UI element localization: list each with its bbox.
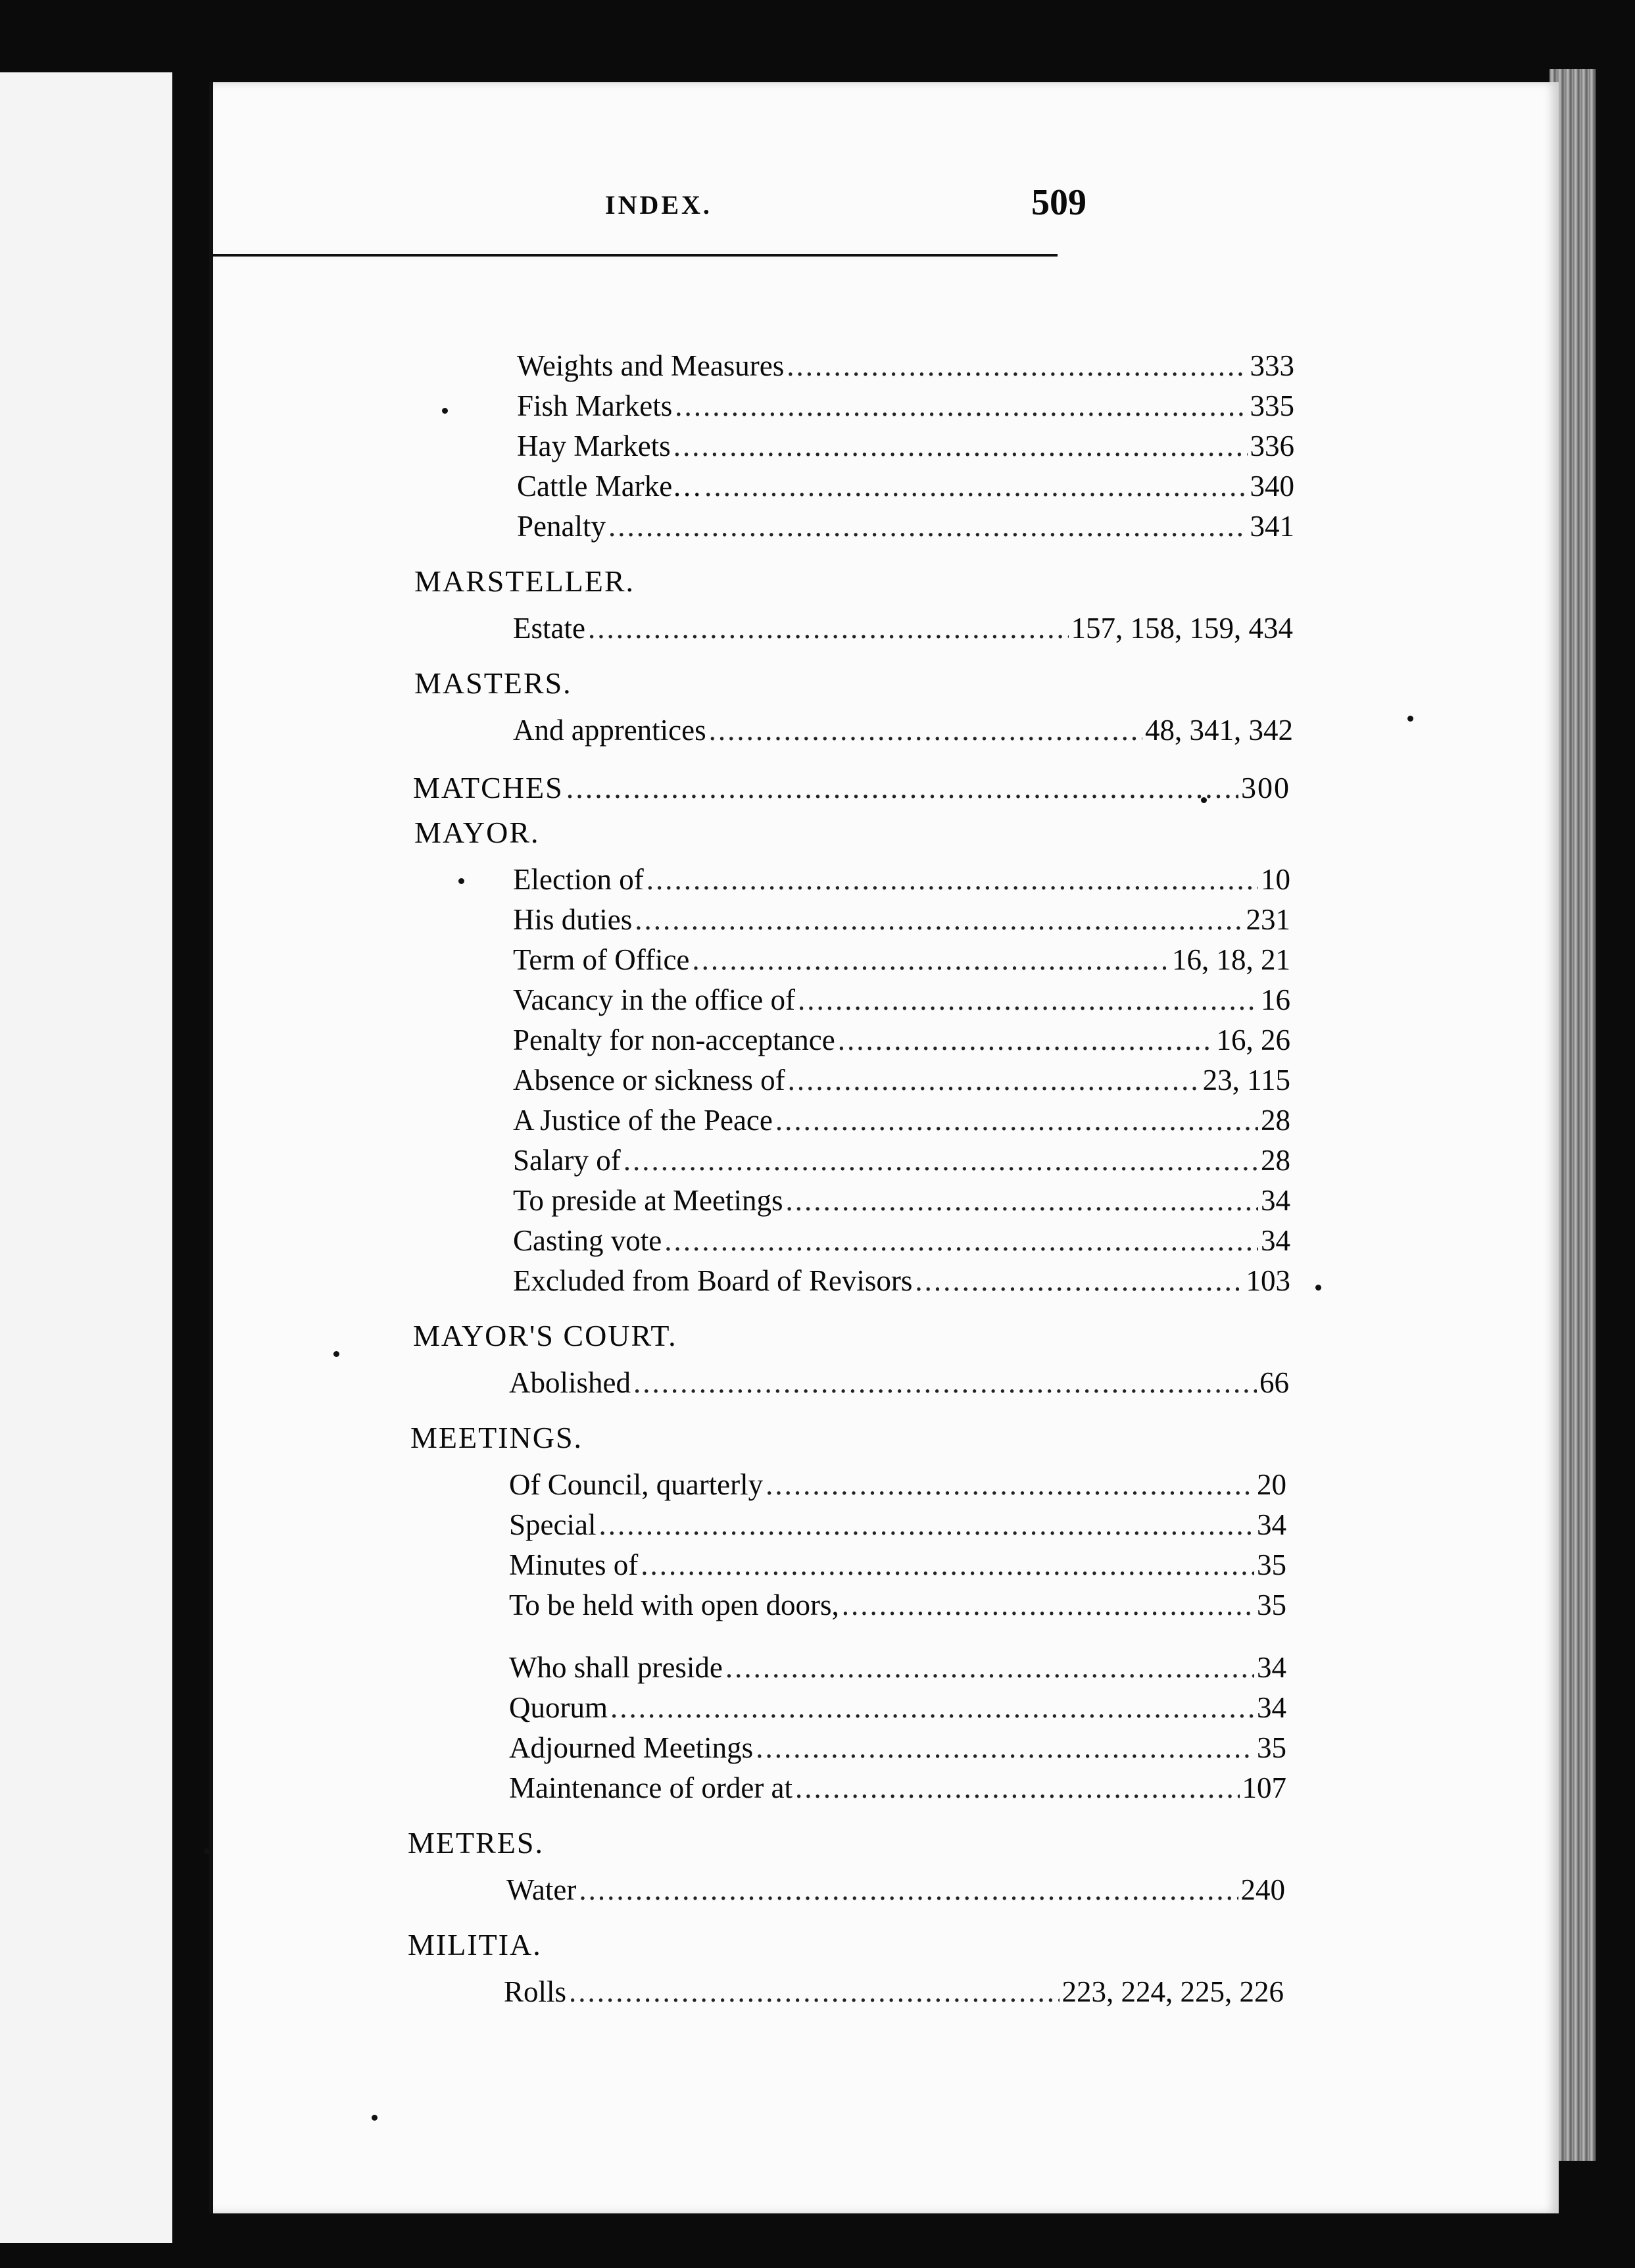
index-entry — [513, 1183, 1290, 1223]
page-references: 34 — [1261, 1184, 1290, 1217]
index-entry — [509, 1650, 1286, 1690]
dot-leader — [588, 611, 1069, 645]
dot-leader — [608, 509, 1248, 543]
dot-leader — [692, 943, 1169, 977]
page-references: 35 — [1257, 1548, 1286, 1581]
index-entry — [509, 1690, 1286, 1730]
index-heading: MATCHES — [413, 771, 564, 804]
index-entry — [504, 1975, 1284, 2014]
index-term: Term of Office — [513, 943, 690, 976]
page-references: 300 — [1241, 771, 1290, 804]
index-term: To preside at Meetings — [513, 1184, 783, 1217]
dot-leader — [756, 1731, 1254, 1765]
index-term: Minutes of — [509, 1548, 639, 1581]
index-term: Estate — [513, 612, 585, 645]
dot-leader — [673, 429, 1248, 463]
index-entry — [506, 1873, 1285, 1912]
index-term: Special — [509, 1508, 597, 1541]
page-references: 335 — [1250, 389, 1294, 422]
index-term: Absence or sickness of — [513, 1064, 785, 1097]
page-references: 240 — [1240, 1873, 1285, 1906]
page-references: 341 — [1250, 510, 1294, 543]
dot-leader — [579, 1873, 1238, 1907]
index-term: Cattle Marke… — [517, 470, 702, 503]
index-entry — [517, 429, 1294, 468]
page-references: 28 — [1261, 1144, 1290, 1177]
page-references: 34 — [1257, 1691, 1286, 1724]
index-entry — [513, 1223, 1290, 1263]
ink-speck — [1315, 1285, 1321, 1291]
dot-leader — [598, 1508, 1254, 1542]
page-references: 34 — [1257, 1508, 1286, 1541]
index-entry — [509, 1508, 1286, 1547]
page-references: 16, 26 — [1216, 1023, 1290, 1056]
page-references: 107 — [1242, 1771, 1286, 1804]
index-entry — [513, 902, 1290, 942]
page-number: 509 — [1031, 182, 1086, 223]
index-term: Weights and Measures — [517, 349, 785, 382]
page-references: 23, 115 — [1202, 1064, 1290, 1097]
index-term: And apprentices — [513, 714, 706, 747]
dot-leader — [647, 862, 1258, 897]
page-title: INDEX. — [605, 190, 712, 220]
index-entry — [513, 1023, 1290, 1062]
page-references: 66 — [1259, 1366, 1289, 1399]
index-heading: MILITIA. — [408, 1928, 542, 1961]
page-references: 333 — [1250, 349, 1294, 382]
dot-leader — [709, 713, 1142, 747]
index-entry — [513, 983, 1290, 1022]
page-references: 35 — [1257, 1731, 1286, 1764]
index-term: Election of — [513, 863, 644, 896]
dot-leader — [725, 1650, 1254, 1685]
ink-speck — [1407, 716, 1413, 722]
dot-leader — [788, 1063, 1200, 1097]
index-entry — [509, 1771, 1286, 1810]
index-heading: MAYOR. — [414, 816, 540, 849]
index-heading: MEETINGS. — [410, 1421, 583, 1454]
index-entry — [509, 1588, 1286, 1627]
index-entry — [509, 1366, 1289, 1405]
page-references: 223, 224, 225, 226 — [1062, 1975, 1284, 2008]
index-entry — [513, 862, 1290, 902]
index-entry — [513, 1063, 1290, 1102]
ink-speck — [442, 408, 448, 414]
dot-leader — [569, 1975, 1059, 2009]
index-term: Excluded from Board of Revisors — [513, 1264, 913, 1297]
index-term: Of Council, quarterly — [509, 1468, 764, 1501]
dot-leader — [664, 1223, 1258, 1258]
index-term: Who shall preside — [509, 1651, 723, 1684]
dot-leader — [766, 1467, 1254, 1502]
ink-speck — [1201, 797, 1207, 803]
dot-leader — [675, 389, 1247, 423]
index-term: Maintenance of order at — [509, 1771, 793, 1804]
dot-leader — [633, 1366, 1257, 1400]
index-entry — [509, 1731, 1286, 1770]
index-entry — [513, 1264, 1290, 1303]
index-term: Salary of — [513, 1144, 621, 1177]
page-references: 34 — [1261, 1224, 1290, 1257]
index-term: Rolls — [504, 1975, 567, 2008]
dot-leader — [838, 1023, 1214, 1057]
index-entry — [513, 611, 1293, 651]
index-term: Quorum — [509, 1691, 608, 1724]
index-entry — [509, 1548, 1286, 1587]
page-references: 157, 158, 159, 434 — [1071, 612, 1293, 645]
page-references: 16 — [1261, 983, 1290, 1016]
index-entry — [517, 349, 1294, 388]
page-references: 336 — [1250, 430, 1294, 462]
page-references: 28 — [1261, 1104, 1290, 1137]
index-term: To be held with open doors, — [509, 1589, 839, 1621]
index-term: Adjourned Meetings — [509, 1731, 754, 1764]
dot-leader — [798, 983, 1258, 1017]
page-references: 34 — [1257, 1651, 1286, 1684]
index-entry — [513, 1103, 1290, 1143]
page-references: 16, 18, 21 — [1172, 943, 1290, 976]
ink-speck — [333, 1351, 339, 1357]
index-term: Water — [506, 1873, 577, 1906]
dot-leader — [610, 1690, 1254, 1725]
index-entry — [513, 713, 1293, 752]
index-term: Penalty for non-acceptance — [513, 1023, 835, 1056]
index-term: Fish Markets — [517, 389, 673, 422]
index-entry — [517, 469, 1294, 508]
index-term: A Justice of the Peace — [513, 1104, 773, 1137]
dot-leader — [775, 1103, 1258, 1137]
dot-leader — [915, 1264, 1243, 1298]
index-heading: MAYOR'S COURT. — [413, 1319, 677, 1352]
dot-leader — [786, 1183, 1259, 1218]
index-term: Abolished — [509, 1366, 631, 1399]
index-heading: METRES. — [408, 1826, 544, 1860]
dot-leader — [566, 770, 1238, 805]
ink-speck — [204, 1848, 210, 1854]
page-references: 20 — [1257, 1468, 1286, 1501]
page-references: 10 — [1261, 863, 1290, 896]
dot-leader — [641, 1548, 1254, 1582]
index-entry — [513, 1143, 1290, 1183]
index-term: Casting vote — [513, 1224, 662, 1257]
ink-speck — [372, 2115, 378, 2121]
dot-leader — [787, 349, 1247, 383]
ink-speck — [458, 878, 464, 884]
page-references: 103 — [1246, 1264, 1290, 1297]
page-references: 35 — [1257, 1589, 1286, 1621]
dot-leader — [842, 1588, 1254, 1622]
index-term: His duties — [513, 903, 633, 936]
dot-leader — [795, 1771, 1239, 1805]
page-references: 231 — [1246, 903, 1290, 936]
index-term: Vacancy in the office of — [513, 983, 795, 1016]
index-term: Hay Markets — [517, 430, 671, 462]
dot-leader — [635, 902, 1243, 937]
dot-leader — [623, 1143, 1258, 1177]
index-entry — [509, 1467, 1286, 1507]
dot-leader — [704, 469, 1247, 503]
index-term: Penalty — [517, 510, 606, 543]
index-heading: MASTERS. — [414, 666, 572, 700]
index-heading: MARSTELLER. — [414, 564, 635, 598]
page-references: 48, 341, 342 — [1145, 714, 1293, 747]
page-references: 340 — [1250, 470, 1294, 503]
index-entry — [517, 509, 1294, 549]
index-entry — [517, 389, 1294, 428]
index-entry — [513, 943, 1290, 982]
index-heading-entry — [413, 770, 1290, 810]
